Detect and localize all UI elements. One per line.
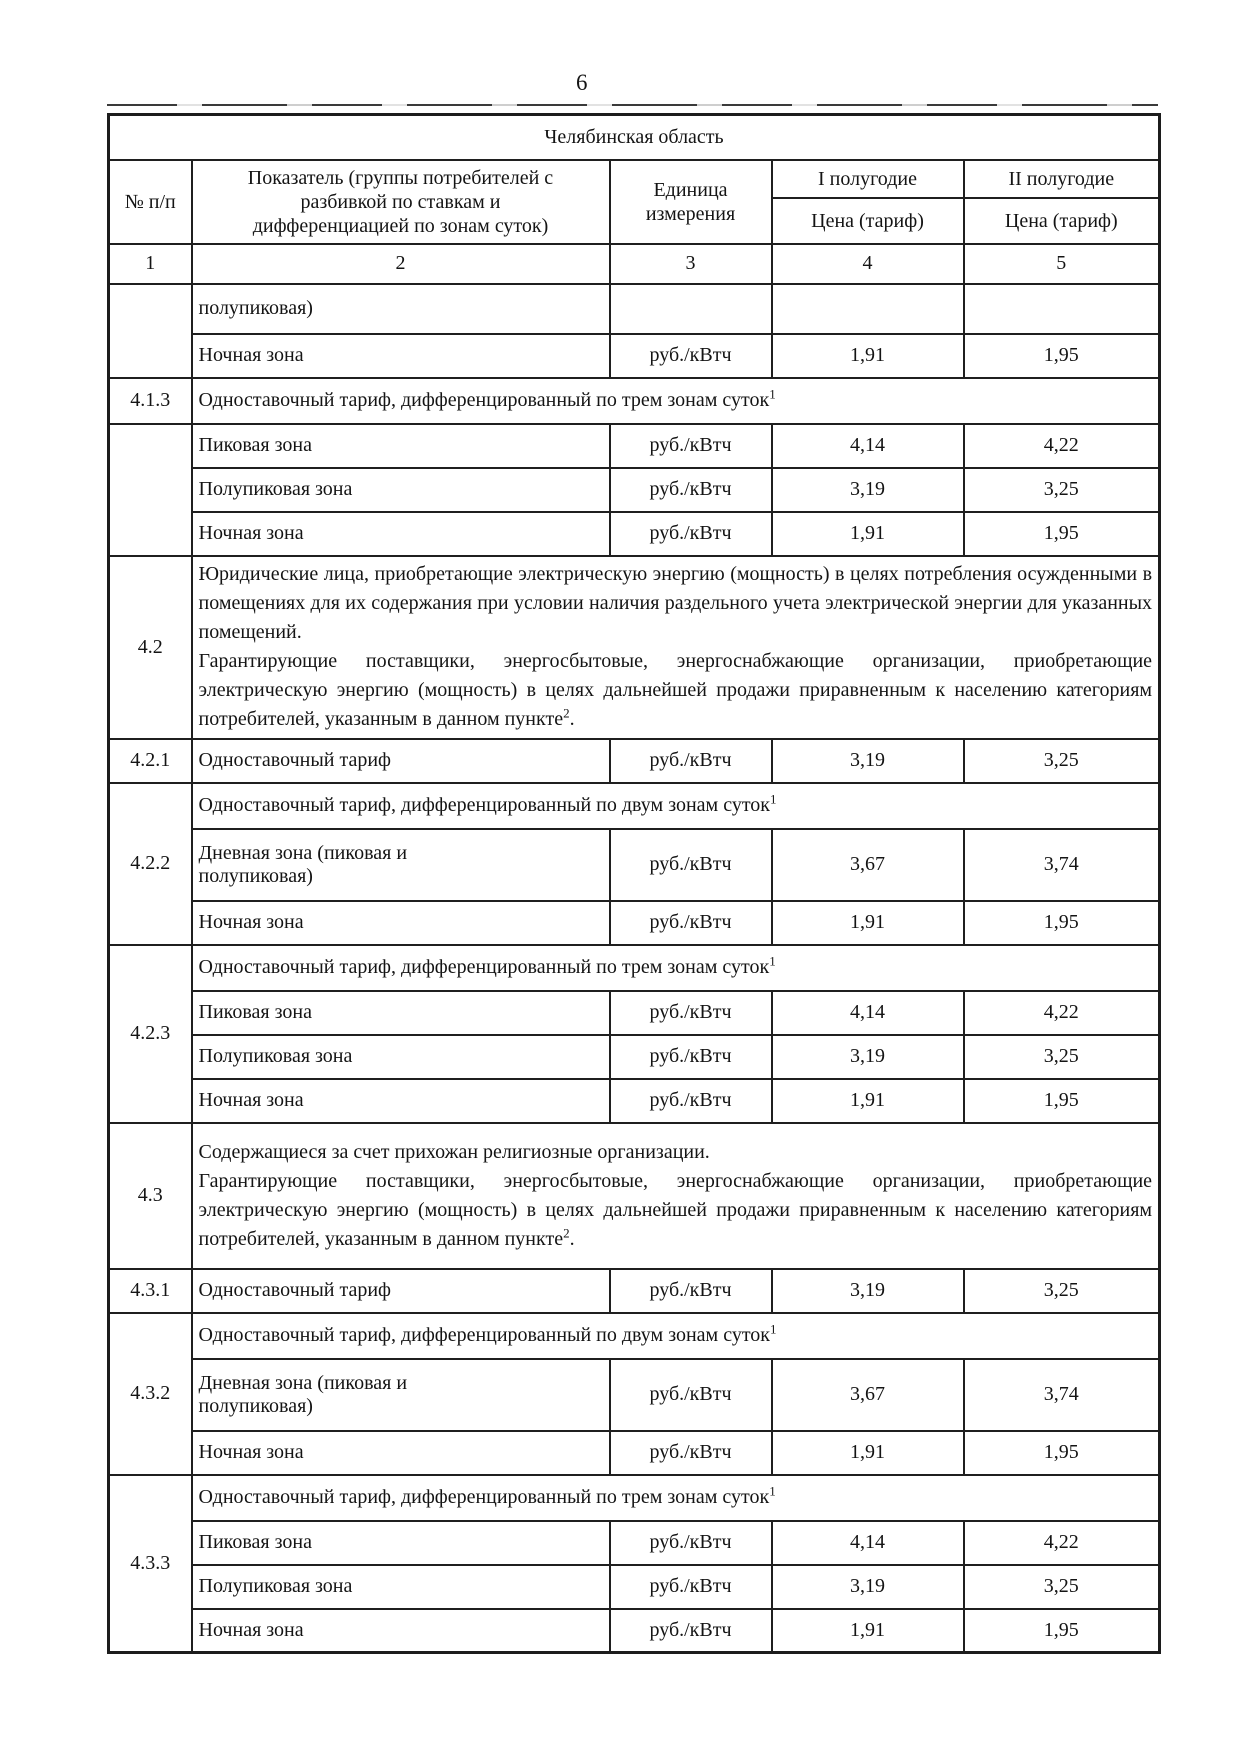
cell-price-h2: 3,25	[964, 468, 1160, 512]
cell-price-h2: 1,95	[964, 334, 1160, 378]
cell-price-h1: 1,91	[772, 1431, 964, 1475]
table-row	[109, 424, 1160, 468]
cell-num: 4.3	[109, 1123, 192, 1269]
cell-indicator: Ночная зона	[192, 1431, 610, 1475]
cell-num-empty	[109, 424, 192, 556]
cell-unit: руб./кВтч	[610, 1269, 772, 1313]
cell-indicator-text: Дневная зона (пиковая и полупиковая)	[198, 1371, 408, 1417]
table-row	[109, 1035, 1160, 1079]
cell-unit: руб./кВтч	[610, 1359, 772, 1431]
cell-indicator: Полупиковая зона	[192, 468, 610, 512]
table-row	[109, 739, 1160, 783]
header-unit: Единица измерения	[610, 160, 772, 244]
cell-price-h2: 4,22	[964, 424, 1160, 468]
cell-indicator: Ночная зона	[192, 512, 610, 556]
table-row	[109, 512, 1160, 556]
header-half2: II полугодие	[964, 160, 1160, 198]
table-row	[109, 284, 1160, 334]
col-number-1: 1	[109, 244, 192, 284]
table-row	[109, 1521, 1160, 1565]
table-row	[109, 829, 1160, 901]
cell-unit: руб./кВтч	[610, 334, 772, 378]
cell-price-h2: 3,74	[964, 1359, 1160, 1431]
col-number-4: 4	[772, 244, 964, 284]
cell-indicator: Полупиковая зона	[192, 1035, 610, 1079]
cell-price-h1: 4,14	[772, 424, 964, 468]
cell-price-h1: 1,91	[772, 334, 964, 378]
header-half1: I полугодие	[772, 160, 964, 198]
table-title-row	[109, 115, 1160, 160]
cell-price-h2: 3,25	[964, 1269, 1160, 1313]
section-text	[192, 1123, 1160, 1269]
cell-price-h1: 1,91	[772, 512, 964, 556]
cell-price-h1	[772, 284, 964, 334]
cell-unit: руб./кВтч	[610, 1431, 772, 1475]
cell-price-h1: 3,19	[772, 468, 964, 512]
cell-indicator	[192, 829, 610, 901]
footnote-marker: 1	[769, 1483, 776, 1499]
cell-unit: руб./кВтч	[610, 424, 772, 468]
cell-indicator-text: Дневная зона (пиковая и полупиковая)	[198, 841, 408, 887]
header-num: № п/п	[109, 160, 192, 244]
section-paragraph-text: Гарантирующие поставщики, энергосбытовые, энергоснабжающие организации, приобретающие электрическую энергию (мощность) в целях дальнейшей продажи приравненным к населению категориям потребителей, указанным в данном пункте	[198, 1169, 1153, 1250]
table-row	[109, 1609, 1160, 1653]
cell-indicator: Одноставочный тариф	[192, 739, 610, 783]
section-text	[192, 556, 1160, 739]
table-row	[109, 1269, 1160, 1313]
section-text-row	[109, 556, 1160, 739]
footnote-marker: 1	[769, 386, 776, 402]
span-title-text: Одноставочный тариф, дифференцированный по двум зонам суток	[198, 1324, 771, 1346]
section-paragraph	[199, 1167, 1153, 1254]
cell-indicator	[192, 1359, 610, 1431]
section-paragraph	[199, 647, 1153, 734]
footnote-marker: 1	[770, 791, 777, 807]
cell-indicator: Ночная зона	[192, 1079, 610, 1123]
cell-price-h1: 1,91	[772, 1079, 964, 1123]
cell-num: 4.3.1	[109, 1269, 192, 1313]
table-row	[109, 901, 1160, 945]
page-number: 6	[576, 70, 588, 95]
cell-indicator: Пиковая зона	[192, 991, 610, 1035]
cell-price-h1: 3,19	[772, 1565, 964, 1609]
cell-indicator: Ночная зона	[192, 901, 610, 945]
footnote-marker: 2	[563, 705, 570, 721]
cell-price-h1: 3,19	[772, 1269, 964, 1313]
cell-num-empty	[109, 284, 192, 378]
table-title: Челябинская область	[109, 115, 1160, 160]
cell-num: 4.3.2	[109, 1313, 192, 1475]
cell-unit: руб./кВтч	[610, 1079, 772, 1123]
span-title	[192, 945, 1160, 991]
section-span-row	[109, 1313, 1160, 1359]
cell-indicator: Пиковая зона	[192, 424, 610, 468]
cell-price-h1: 1,91	[772, 1609, 964, 1653]
col-number-5: 5	[964, 244, 1160, 284]
cell-price-h1: 1,91	[772, 901, 964, 945]
footnote-marker: 1	[769, 953, 776, 969]
cell-unit: руб./кВтч	[610, 1609, 772, 1653]
cell-indicator: Полупиковая зона	[192, 1565, 610, 1609]
header-price2: Цена (тариф)	[964, 198, 1160, 244]
span-title	[192, 1313, 1160, 1359]
section-span-row	[109, 378, 1160, 424]
cell-price-h2: 1,95	[964, 512, 1160, 556]
cell-price-h2: 1,95	[964, 1431, 1160, 1475]
cell-price-h2: 3,25	[964, 1565, 1160, 1609]
cell-price-h1: 3,19	[772, 739, 964, 783]
header-indicator	[192, 160, 610, 244]
scan-artifact-rule	[107, 104, 1158, 106]
cell-unit: руб./кВтч	[610, 1521, 772, 1565]
cell-price-h2: 1,95	[964, 1609, 1160, 1653]
section-paragraph-tail: .	[569, 1227, 575, 1250]
span-title-text: Одноставочный тариф, дифференцированный по трем зонам суток	[198, 389, 770, 411]
cell-unit: руб./кВтч	[610, 991, 772, 1035]
section-paragraph-text: Гарантирующие поставщики, энергосбытовые, энергоснабжающие организации, приобретающие электрическую энергию (мощность) в целях дальнейшей продажи приравненным к населению категориям потребителей, указанным в данном пункте	[198, 650, 1153, 730]
cell-price-h1: 4,14	[772, 991, 964, 1035]
cell-price-h1: 3,67	[772, 1359, 964, 1431]
cell-num: 4.2.1	[109, 739, 192, 783]
cell-price-h2: 3,74	[964, 829, 1160, 901]
span-title	[192, 378, 1160, 424]
table-row	[109, 334, 1160, 378]
col-number-3: 3	[610, 244, 772, 284]
cell-num: 4.2.2	[109, 783, 192, 945]
section-paragraph-tail: .	[569, 708, 575, 730]
cell-indicator: полупиковая)	[192, 284, 610, 334]
cell-price-h2	[964, 284, 1160, 334]
header-indicator-text: Показатель (группы потребителей с разбивкой по ставкам и дифференциацией по зонам суток)	[247, 166, 554, 237]
table-row	[109, 1565, 1160, 1609]
cell-price-h2: 1,95	[964, 1079, 1160, 1123]
header-price1: Цена (тариф)	[772, 198, 964, 244]
table-row	[109, 991, 1160, 1035]
cell-num: 4.3.3	[109, 1475, 192, 1653]
cell-price-h2: 3,25	[964, 739, 1160, 783]
section-span-row	[109, 1475, 1160, 1521]
cell-price-h2: 3,25	[964, 1035, 1160, 1079]
cell-indicator: Ночная зона	[192, 334, 610, 378]
section-span-row	[109, 945, 1160, 991]
cell-unit: руб./кВтч	[610, 739, 772, 783]
col-number-2: 2	[192, 244, 610, 284]
cell-unit: руб./кВтч	[610, 829, 772, 901]
footnote-marker: 1	[770, 1321, 777, 1337]
table-row	[109, 468, 1160, 512]
cell-unit: руб./кВтч	[610, 1565, 772, 1609]
section-paragraph: Юридические лица, приобретающие электрическую энергию (мощность) в целях потребления осужденными в помещениях для их содержания при условии наличия раздельного учета электрической энергии для указанных помещений.	[198, 563, 1153, 643]
cell-price-h1: 3,67	[772, 829, 964, 901]
section-paragraph: Содержащиеся за счет прихожан религиозные организации.	[198, 1140, 710, 1163]
cell-price-h1: 3,19	[772, 1035, 964, 1079]
cell-unit	[610, 284, 772, 334]
span-title	[192, 783, 1160, 829]
section-text-row	[109, 1123, 1160, 1269]
cell-indicator: Пиковая зона	[192, 1521, 610, 1565]
table-row	[109, 1431, 1160, 1475]
cell-indicator: Одноставочный тариф	[192, 1269, 610, 1313]
cell-price-h2: 4,22	[964, 1521, 1160, 1565]
cell-unit: руб./кВтч	[610, 468, 772, 512]
cell-num: 4.2	[109, 556, 192, 739]
tariff-table	[107, 113, 1161, 1654]
table-row	[109, 1079, 1160, 1123]
cell-num: 4.2.3	[109, 945, 192, 1123]
table-row	[109, 1359, 1160, 1431]
header-row-top	[109, 160, 1160, 198]
column-numbers-row	[109, 244, 1160, 284]
cell-price-h2: 1,95	[964, 901, 1160, 945]
cell-price-h1: 4,14	[772, 1521, 964, 1565]
cell-unit: руб./кВтч	[610, 1035, 772, 1079]
cell-unit: руб./кВтч	[610, 512, 772, 556]
span-title	[192, 1475, 1160, 1521]
cell-num: 4.1.3	[109, 378, 192, 424]
section-span-row	[109, 783, 1160, 829]
cell-price-h2: 4,22	[964, 991, 1160, 1035]
span-title-text: Одноставочный тариф, дифференцированный по трем зонам суток	[198, 1486, 770, 1508]
footnote-marker: 2	[563, 1224, 570, 1240]
cell-indicator: Ночная зона	[192, 1609, 610, 1653]
span-title-text: Одноставочный тариф, дифференцированный по двум зонам суток	[198, 794, 771, 816]
cell-unit: руб./кВтч	[610, 901, 772, 945]
span-title-text: Одноставочный тариф, дифференцированный по трем зонам суток	[198, 956, 770, 978]
